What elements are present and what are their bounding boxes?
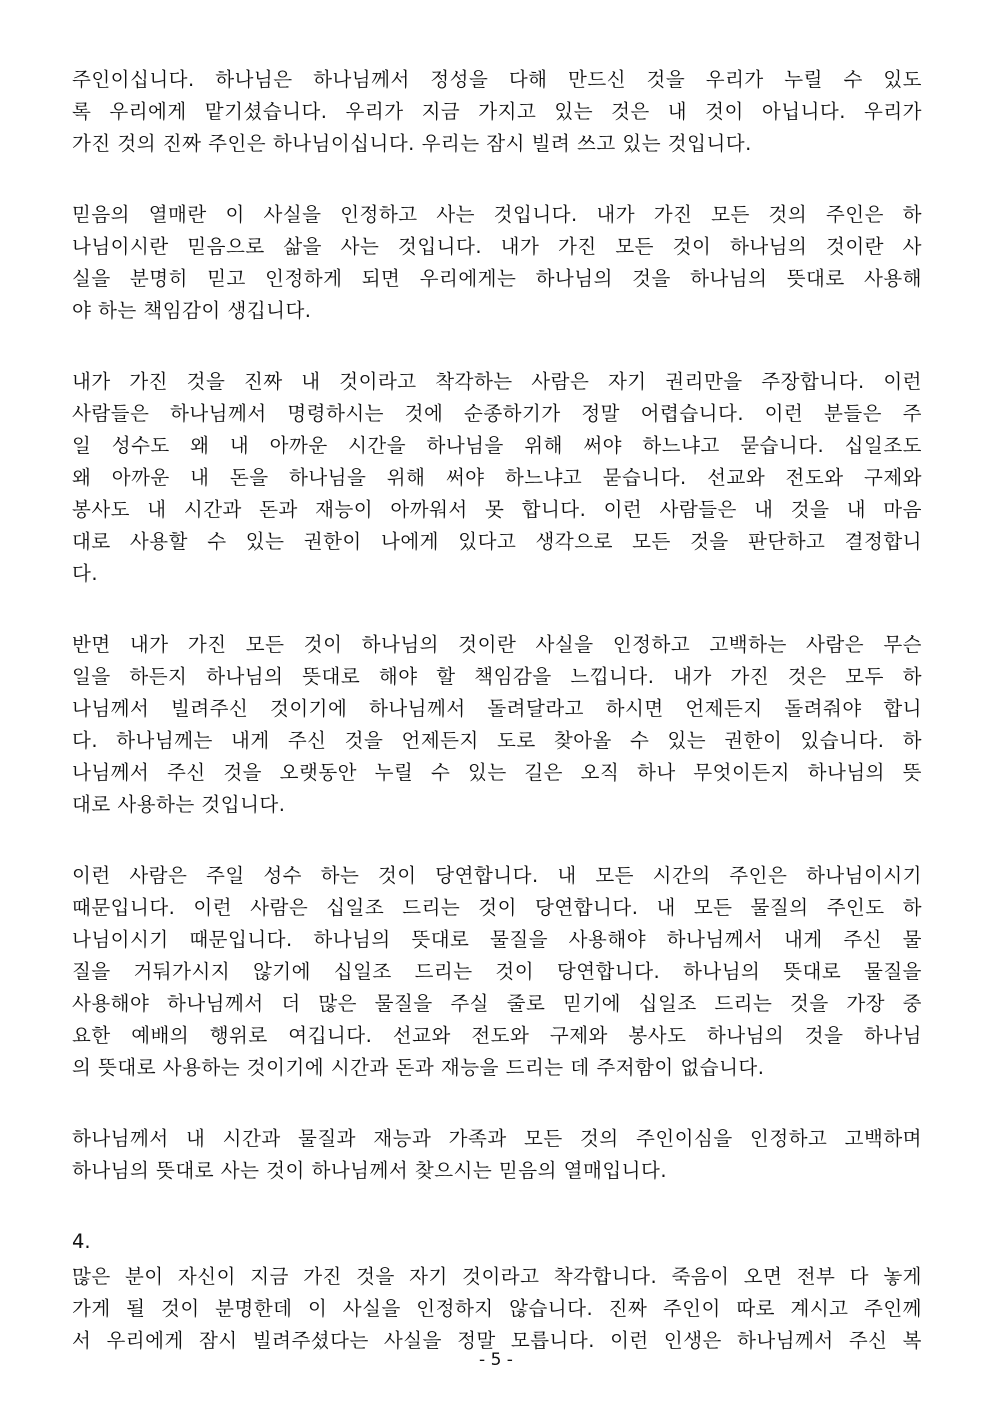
section-number: 4.	[72, 1230, 91, 1253]
text-line: 나님이시기 때문입니다. 하나님의 뜻대로 물질을 사용해야 하나님께서 내게 주신 물	[72, 928, 922, 951]
paragraph-4	[72, 629, 922, 821]
text-line: 야 하는 책임감이 생깁니다.	[72, 299, 312, 322]
text-line: 나님께서 주신 것을 오랫동안 누릴 수 있는 길은 오직 하나 무엇이든지 하나님의 뜻	[72, 761, 922, 784]
text-line: 요한 예배의 행위로 여깁니다. 선교와 전도와 구제와 봉사도 하나님의 것을 하나님	[72, 1024, 922, 1047]
text-line: 록 우리에게 맡기셨습니다. 우리가 지금 가지고 있는 것은 내 것이 아닙니다. 우리가	[72, 100, 922, 123]
text-line: 서 우리에게 잠시 빌려주셨다는 사실을 정말 모릅니다. 이런 인생은 하나님께서 주신 복	[72, 1329, 922, 1352]
text-line: 이런 사람은 주일 성수 하는 것이 당연합니다. 내 모든 시간의 주인은 하나님이시기	[72, 864, 922, 887]
document-body	[72, 64, 922, 1357]
text-line: 다. 하나님께는 내게 주신 것을 언제든지 도로 찾아올 수 있는 권한이 있습니다. 하	[72, 729, 922, 752]
text-line: 하나님의 뜻대로 사는 것이 하나님께서 찾으시는 믿음의 열매입니다.	[72, 1159, 668, 1182]
text-line: 믿음의 열매란 이 사실을 인정하고 사는 것입니다. 내가 가진 모든 것의 주인은 하	[72, 203, 922, 226]
paragraph-6	[72, 1123, 922, 1187]
paragraph-5	[72, 860, 922, 1084]
paragraph-2	[72, 199, 922, 327]
text-line: 사용해야 하나님께서 더 많은 물질을 주실 줄로 믿기에 십일조 드리는 것을 가장 중	[72, 992, 922, 1015]
text-line: 주인이십니다. 하나님은 하나님께서 정성을 다해 만드신 것을 우리가 누릴 수 있도	[72, 68, 922, 91]
text-line: 의 뜻대로 사용하는 것이기에 시간과 돈과 재능을 드리는 데 주저함이 없습니다.	[72, 1056, 765, 1079]
text-line: 대로 사용할 수 있는 권한이 나에게 있다고 생각으로 모든 것을 판단하고 결정합니	[72, 530, 922, 553]
text-line: 가게 될 것이 분명한데 이 사실을 인정하지 않습니다. 진짜 주인이 따로 계시고 주인께	[72, 1297, 922, 1320]
text-line: 많은 분이 자신이 지금 가진 것을 자기 것이라고 착각합니다. 죽음이 오면 전부 다 놓게	[72, 1265, 922, 1288]
text-line: 내가 가진 것을 진짜 내 것이라고 착각하는 사람은 자기 권리만을 주장합니다. 이런	[72, 370, 922, 393]
text-line: 사람들은 하나님께서 명령하시는 것에 순종하기가 정말 어렵습니다. 이런 분들은 주	[72, 402, 922, 425]
paragraph-1	[72, 64, 922, 160]
section-4	[72, 1226, 922, 1357]
text-line: 가진 것의 진짜 주인은 하나님이십니다. 우리는 잠시 빌려 쓰고 있는 것입니다.	[72, 132, 752, 155]
text-line: 나님이시란 믿음으로 삶을 사는 것입니다. 내가 가진 모든 것이 하나님의 것이란 사	[72, 235, 922, 258]
text-line: 질을 거둬가시지 않기에 십일조 드리는 것이 당연합니다. 하나님의 뜻대로 물질을	[72, 960, 922, 983]
text-line: 때문입니다. 이런 사람은 십일조 드리는 것이 당연합니다. 내 모든 물질의 주인도 하	[72, 896, 922, 919]
paragraph-3	[72, 366, 922, 590]
text-line: 실을 분명히 믿고 인정하게 되면 우리에게는 하나님의 것을 하나님의 뜻대로 사용해	[72, 267, 922, 290]
text-line: 일을 하든지 하나님의 뜻대로 해야 할 책임감을 느낍니다. 내가 가진 것은 모두 하	[72, 665, 922, 688]
text-line: 하나님께서 내 시간과 물질과 재능과 가족과 모든 것의 주인이심을 인정하고 고백하며	[72, 1127, 922, 1150]
page-number: - 5 -	[479, 1350, 513, 1370]
text-line: 대로 사용하는 것입니다.	[72, 793, 286, 816]
text-line: 다.	[72, 562, 99, 585]
text-line: 봉사도 내 시간과 돈과 재능이 아까워서 못 합니다. 이런 사람들은 내 것을 내 마음	[72, 498, 922, 521]
text-line: 반면 내가 가진 모든 것이 하나님의 것이란 사실을 인정하고 고백하는 사람은 무슨	[72, 633, 922, 656]
text-line: 나님께서 빌려주신 것이기에 하나님께서 돌려달라고 하시면 언제든지 돌려줘야 합니	[72, 697, 922, 720]
text-line: 왜 아까운 내 돈을 하나님을 위해 써야 하느냐고 묻습니다. 선교와 전도와 구제와	[72, 466, 922, 489]
text-line: 일 성수도 왜 내 아까운 시간을 하나님을 위해 써야 하느냐고 묻습니다. 십일조도	[72, 434, 922, 457]
